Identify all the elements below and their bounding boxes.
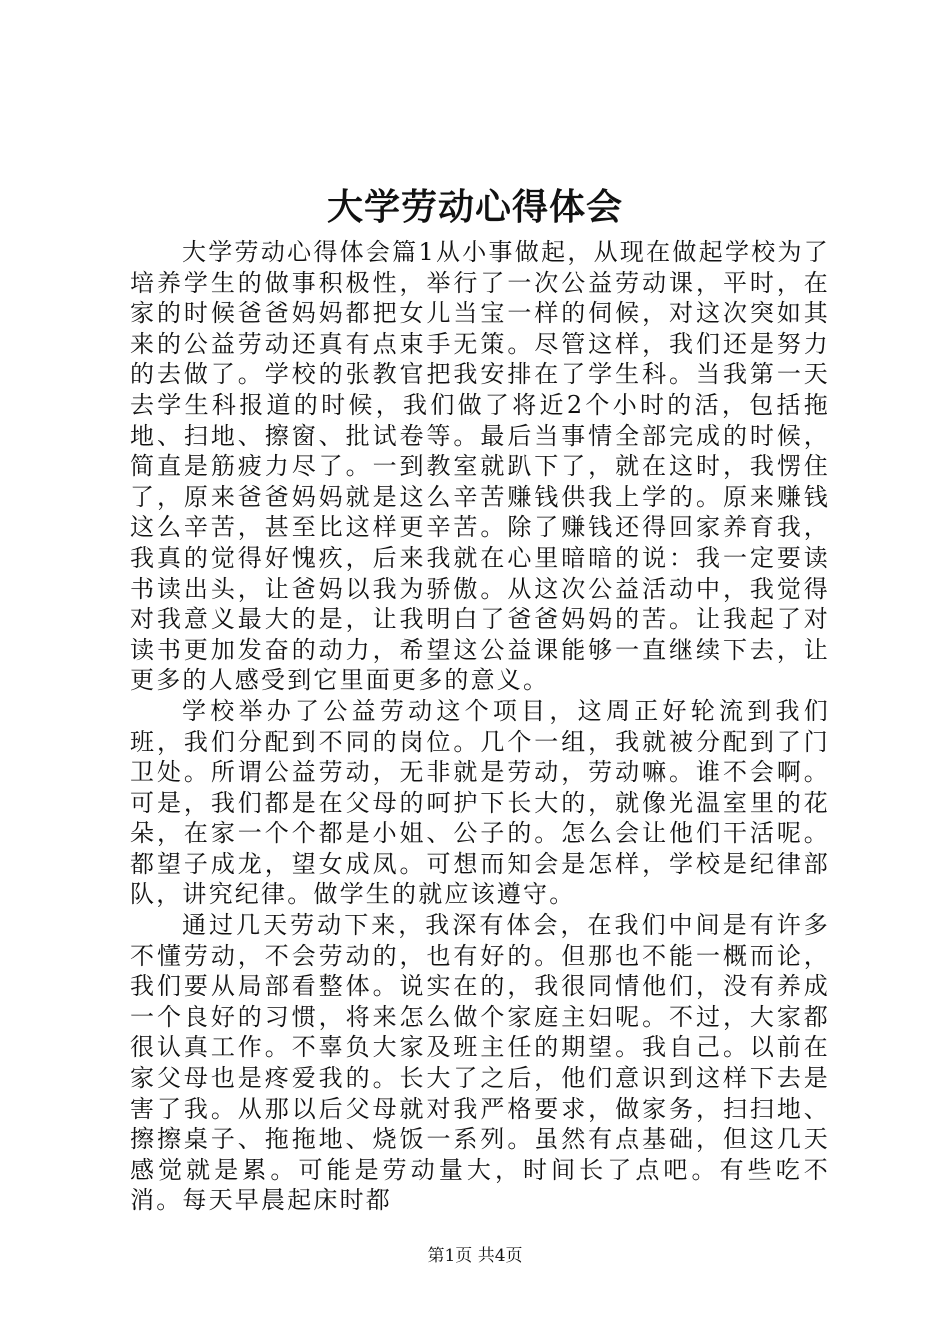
page-number-footer: 第1页 共4页 [427,1246,523,1266]
paragraph-1: 大学劳动心得体会篇1从小事做起，从现在做起学校为了培养学生的做事积极性，举行了一次公益劳动课，平时，在家的时候爸爸妈妈都把女儿当宝一样的伺候，对这次突如其来的公益劳动还真有点束手无策。尽管这样，我们还是努力的去做了。学校的张教官把我安排在了学生科。当我第一天去学生科报道的时候，我们做了将近2个小时的活，包括拖地、扫地、擦窗、批试卷等。最后当事情全部完成的时候，简直是筋疲力尽了。一到教室就趴下了，就在这时，我愣住了，原来爸爸妈妈就是这么辛苦赚钱供我上学的。原来赚钱这么辛苦，甚至比这样更辛苦。除了赚钱还得回家养育我，我真的觉得好愧疚，后来我就在心里暗暗的说：我一定要读书读出头，让爸妈以我为骄傲。从这次公益活动中，我觉得对我意义最大的是，让我明白了爸爸妈妈的苦。让我起了对读书更加发奋的动力，希望这公益课能够一直继续下去，让更多的人感受到它里面更多的意义。 [130,238,830,695]
document-title: 大学劳动心得体会 [326,186,623,228]
paragraph-3: 通过几天劳动下来，我深有体会，在我们中间是有许多不懂劳动，不会劳动的，也有好的。但那也不能一概而论，我们要从局部看整体。说实在的，我很同情他们，没有养成一个良好的习惯，将来怎么做个家庭主妇呢。不过，大家都很认真工作。不辜负大家及班主任的期望。我自己。以前在家父母也是疼爱我的。长大了之后，他们意识到这样下去是害了我。从那以后父母就对我严格要求，做家务，扫扫地、擦擦桌子、拖拖地、烧饭一系列。虽然有点基础，但这几天感觉就是累。可能是劳动量大，时间长了点吧。有些吃不消。每天早晨起床时都 [130,911,830,1215]
paragraph-2: 学校举办了公益劳动这个项目，这周正好轮流到我们班，我们分配到不同的岗位。几个一组，我就被分配到了门卫处。所谓公益劳动，无非就是劳动，劳动嘛。谁不会啊。可是，我们都是在父母的呵护下长大的，就像光温室里的花朵，在家一个个都是小姐、公子的。怎么会让他们干活呢。都望子成龙，望女成凤。可想而知会是怎样，学校是纪律部队，讲究纪律。做学生的就应该遵守。 [130,696,830,909]
document-body [130,237,830,1216]
